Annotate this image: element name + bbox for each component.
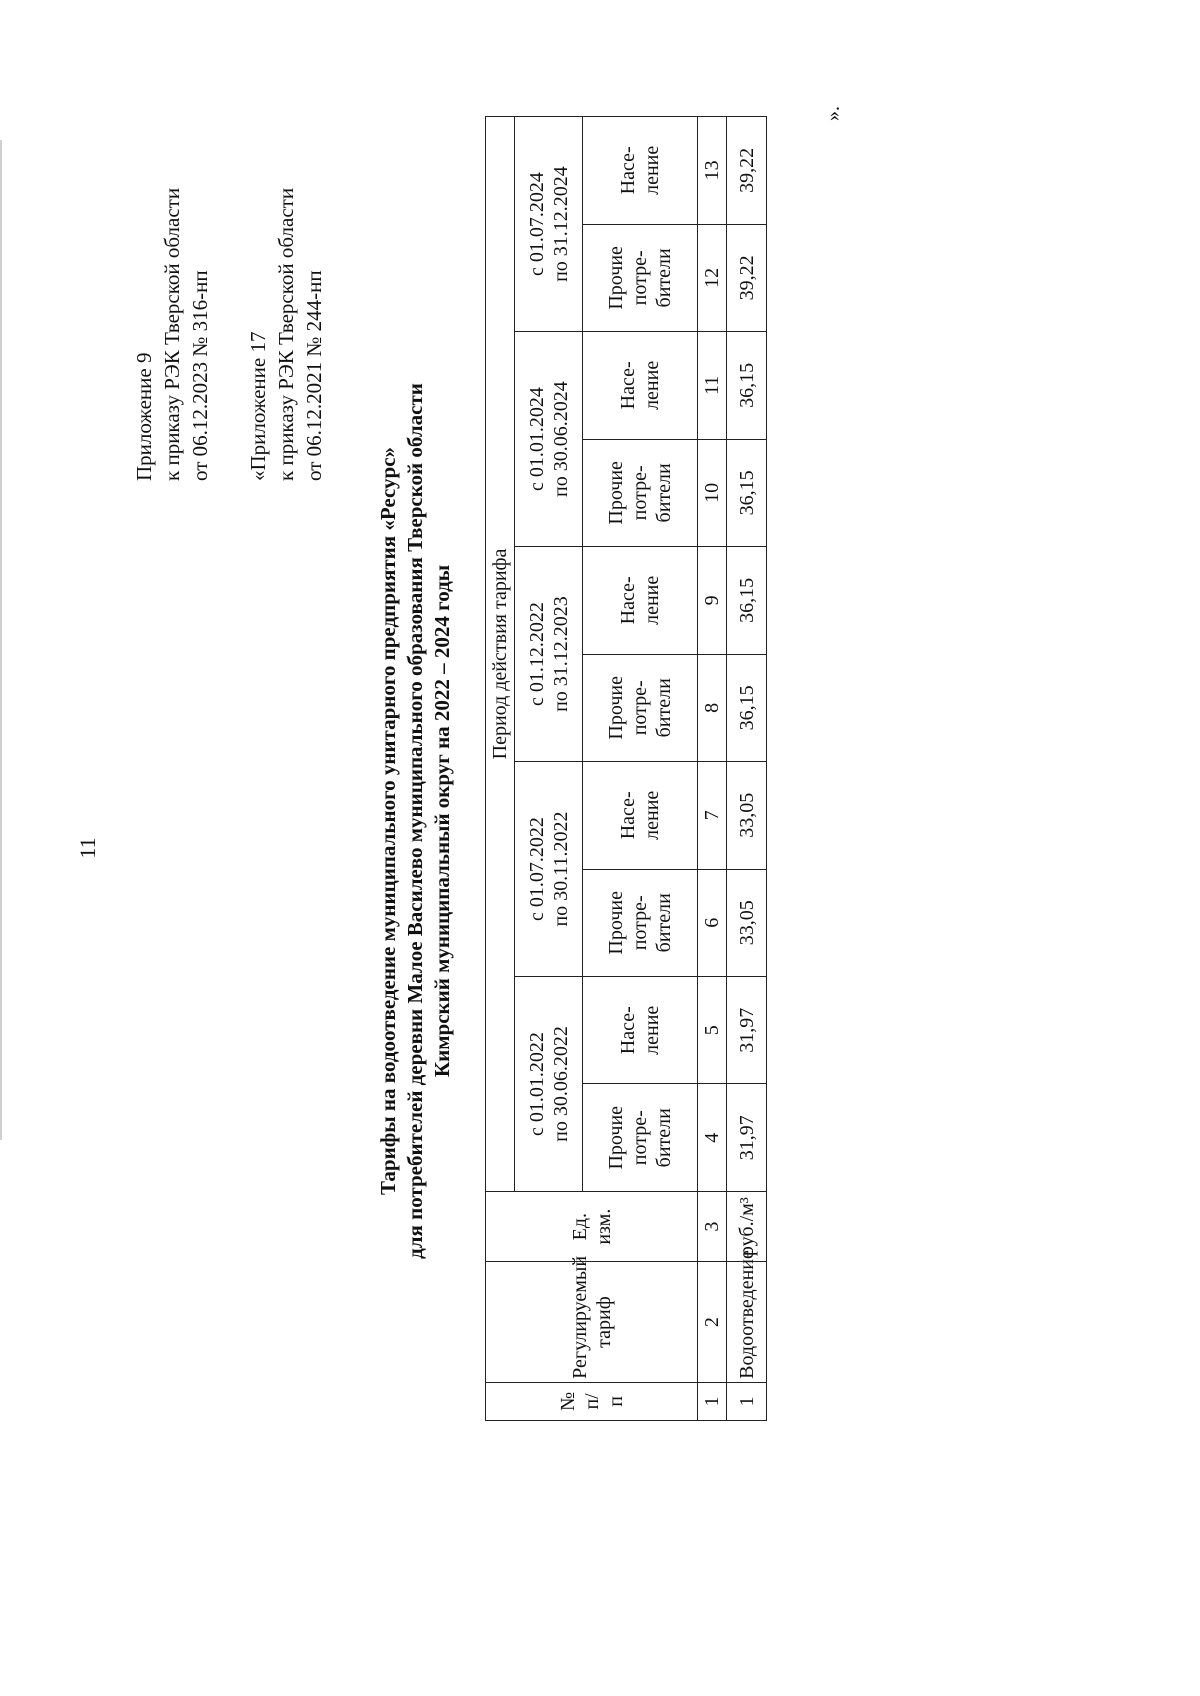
tariff-value: 36,15 bbox=[727, 654, 767, 761]
header-population: Насе- ление bbox=[583, 547, 698, 654]
tariff-value: 36,15 bbox=[727, 439, 767, 546]
column-number: 8 bbox=[698, 654, 727, 761]
tariff-value: 33,05 bbox=[727, 762, 767, 869]
column-number: 5 bbox=[698, 977, 727, 1084]
column-number: 6 bbox=[698, 869, 727, 976]
column-number: 13 bbox=[698, 117, 727, 225]
header-other-consumers: Прочие потре- бители bbox=[583, 869, 698, 976]
title-line: Тарифы на водоотведение муниципального унитарного предприятия «Ресурс» bbox=[376, 446, 400, 1196]
column-number: 10 bbox=[698, 439, 727, 546]
row-unit: руб./м³ bbox=[727, 1191, 767, 1261]
tariff-value: 33,05 bbox=[727, 869, 767, 976]
appendix-reference-old bbox=[244, 188, 328, 481]
appendix-reference-new bbox=[130, 188, 214, 481]
header-population: Насе- ление bbox=[583, 977, 698, 1084]
tariff-value: 36,15 bbox=[727, 332, 767, 439]
column-number: 12 bbox=[698, 224, 727, 331]
title-line: Кимрский муниципальный округ на 2022 – 2024 годы bbox=[430, 564, 454, 1078]
header-other-consumers: Прочие потре- бители bbox=[583, 1084, 698, 1191]
period-label: с 01.01.2022 по 30.06.2022 bbox=[515, 977, 583, 1192]
header-other-consumers: Прочие потре- бители bbox=[583, 654, 698, 761]
header-population: Насе- ление bbox=[583, 117, 698, 225]
document-title bbox=[375, 106, 456, 1536]
header-other-consumers: Прочие потре- бители bbox=[583, 439, 698, 546]
header-unit: Ед. изм. bbox=[486, 1191, 698, 1261]
header-row-period bbox=[486, 117, 515, 1421]
header-tariff: Регулируемый тариф bbox=[486, 1262, 698, 1383]
column-number: 1 bbox=[698, 1382, 727, 1420]
header-population: Насе- ление bbox=[583, 762, 698, 869]
column-number: 4 bbox=[698, 1084, 727, 1191]
appendix-line: к приказу РЭК Тверской области bbox=[274, 187, 298, 481]
appendix-line: от 06.12.2021 № 244-нп bbox=[302, 270, 326, 481]
column-number: 9 bbox=[698, 547, 727, 654]
tariff-value: 36,15 bbox=[727, 547, 767, 654]
period-label: с 01.01.2024 по 30.06.2024 bbox=[515, 332, 583, 547]
tariff-value: 39,22 bbox=[727, 224, 767, 331]
header-population: Насе- ление bbox=[583, 332, 698, 439]
table-row bbox=[727, 117, 767, 1421]
header-number: № п/ п bbox=[486, 1382, 698, 1420]
appendix-line: к приказу РЭК Тверской области bbox=[160, 187, 184, 481]
page-number: 11 bbox=[75, 837, 100, 859]
tariff-value: 31,97 bbox=[727, 1084, 767, 1191]
column-number: 11 bbox=[698, 332, 727, 439]
tariff-table bbox=[485, 116, 767, 1421]
row-number: 1 bbox=[727, 1382, 767, 1420]
header-period: Период действия тарифа bbox=[486, 117, 515, 1192]
appendix-line: Приложение 9 bbox=[132, 352, 156, 481]
column-number-row bbox=[698, 117, 727, 1421]
column-number: 3 bbox=[698, 1191, 727, 1261]
closing-quote-mark: ». bbox=[822, 106, 844, 121]
column-number: 7 bbox=[698, 762, 727, 869]
tariff-value: 31,97 bbox=[727, 977, 767, 1084]
appendix-line: от 06.12.2023 № 316-нп bbox=[188, 270, 212, 481]
header-other-consumers: Прочие потре- бители bbox=[583, 224, 698, 331]
appendix-line: «Приложение 17 bbox=[246, 331, 270, 481]
title-line: для потребителей деревни Малое Василево муниципального образования Тверской области bbox=[403, 383, 427, 1259]
tariff-value: 39,22 bbox=[727, 117, 767, 225]
row-tariff: Водоотведение bbox=[727, 1262, 767, 1383]
column-number: 2 bbox=[698, 1262, 727, 1383]
period-label: с 01.07.2024 по 31.12.2024 bbox=[515, 117, 583, 332]
period-label: с 01.07.2022 по 30.11.2022 bbox=[515, 762, 583, 977]
period-label: с 01.12.2022 по 31.12.2023 bbox=[515, 547, 583, 762]
